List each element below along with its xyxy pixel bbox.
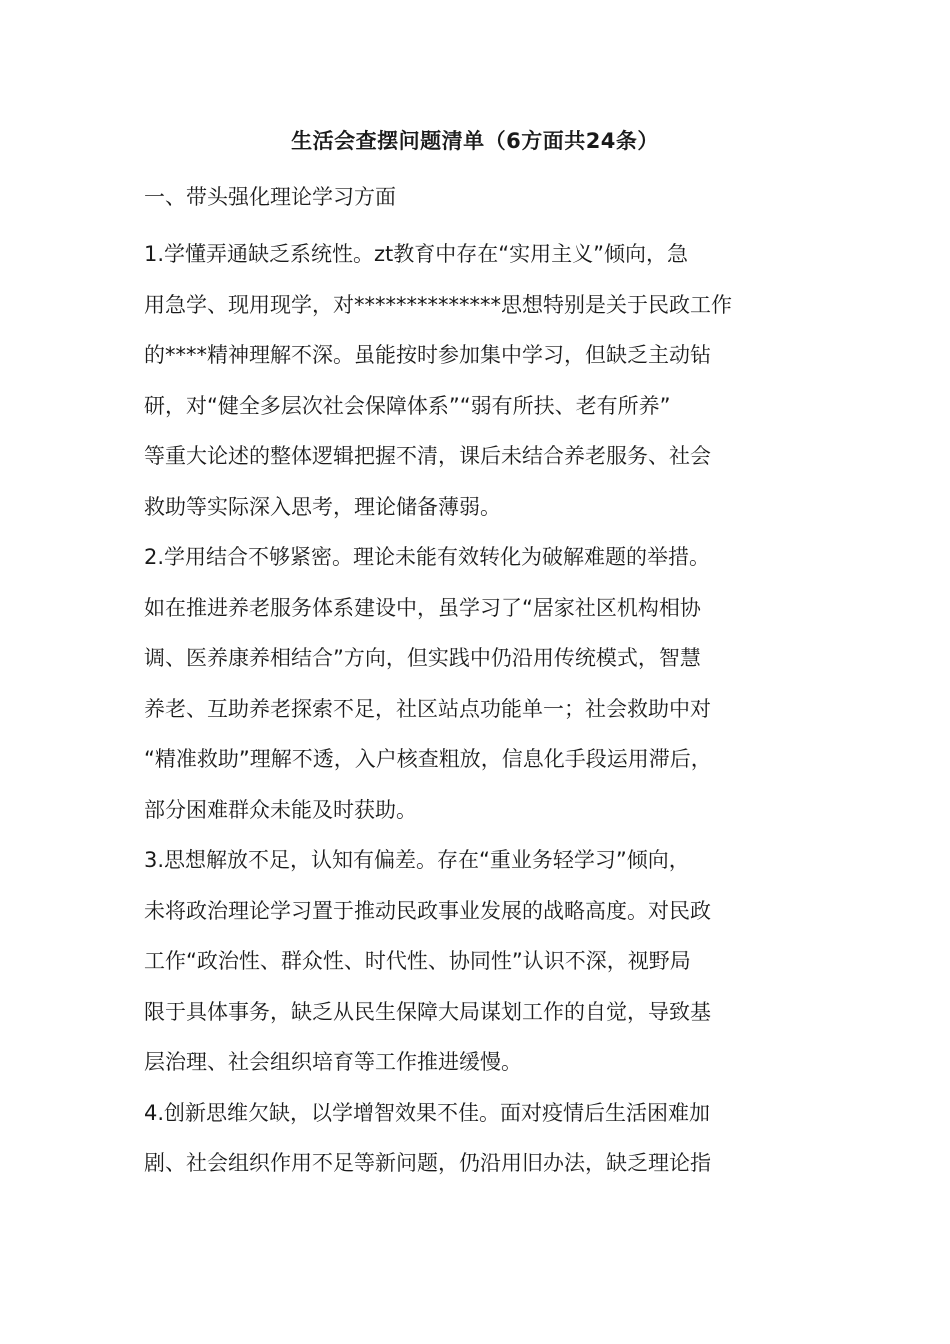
- text-line: 工作“政治性、群众性、时代性、协同性”认识不深，视野局: [144, 949, 691, 973]
- text-line: 如在推进养老服务体系建设中，虽学习了“居家社区机构相协: [144, 595, 701, 620]
- text-line: 用急学、现用现学，对**************思想特别是关于民政工作: [144, 292, 732, 317]
- text-line: 限于具体事务，缺乏从民生保障大局谋划工作的自觉，导致基: [144, 999, 711, 1024]
- text-line: 部分困难群众未能及时获助。: [144, 797, 417, 822]
- text-line: 2.学用结合不够紧密。理论未能有效转化为破解难题的举措。: [144, 545, 711, 569]
- text-line: 调、医养康养相结合”方向，但实践中仍沿用传统模式，智慧: [144, 646, 701, 670]
- text-line: 未将政治理论学习置于推动民政事业发展的战略高度。对民政: [144, 898, 711, 923]
- body-text: [144, 238, 816, 1198]
- text-line: 1.学懂弄通缺乏系统性。zt教育中存在“实用主义”倾向，急: [144, 242, 689, 266]
- text-line: 救助等实际深入思考，理论储备薄弱。: [144, 494, 501, 519]
- text-line: 养老、互助养老探索不足，社区站点功能单一；社会救助中对: [144, 696, 711, 721]
- document-title: 生活会查摆问题清单（6方面共24条）: [291, 129, 659, 153]
- text-line: 的****精神理解不深。虽能按时参加集中学习，但缺乏主动钻: [144, 343, 711, 367]
- text-line: 研，对“健全多层次社会保障体系”“弱有所扶、老有所养”: [144, 393, 671, 418]
- text-line: 层治理、社会组织培育等工作推进缓慢。: [144, 1050, 522, 1074]
- text-line: 4.创新思维欠缺，以学增智效果不佳。面对疫情后生活困难加: [144, 1100, 711, 1125]
- section-heading: 一、带头强化理论学习方面: [144, 185, 396, 209]
- text-line: “精准救助”理解不透，入户核查粗放，信息化手段运用滞后，: [144, 747, 712, 771]
- text-line: 剧、社会组织作用不足等新问题，仍沿用旧办法，缺乏理论指: [144, 1151, 711, 1175]
- text-line: 等重大论述的整体逻辑把握不清，课后未结合养老服务、社会: [144, 444, 711, 468]
- text-line: 3.思想解放不足，认知有偏差。存在“重业务轻学习”倾向，: [144, 848, 690, 872]
